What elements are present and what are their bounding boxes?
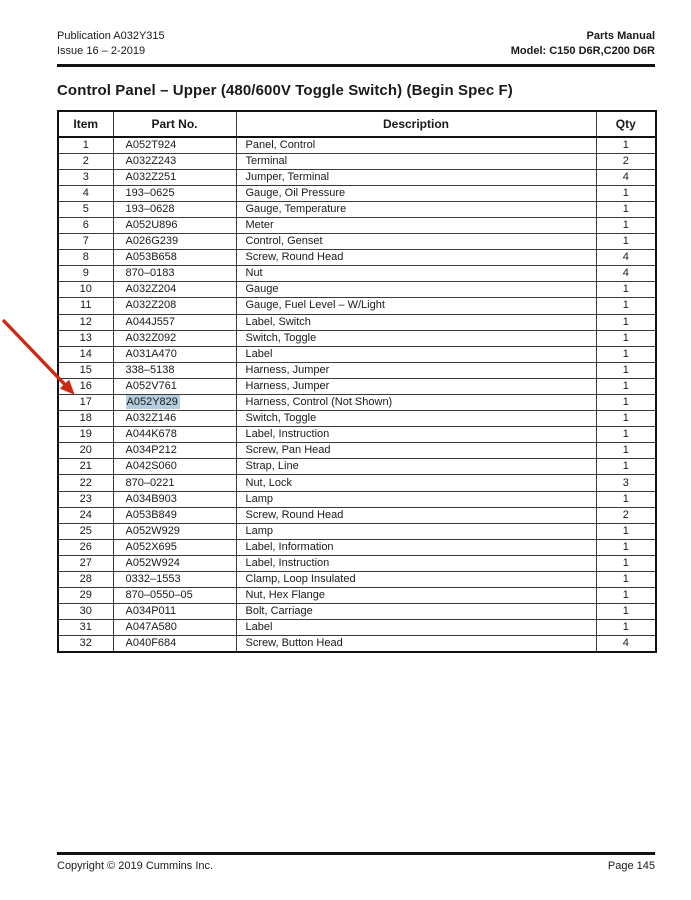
copyright-text: Copyright © 2019 Cummins Inc.: [57, 860, 214, 872]
header-right: [511, 29, 655, 59]
table-row: 26 A052X695 Label, Information 1: [58, 539, 656, 555]
header-left: [57, 29, 165, 59]
parts-table: [57, 110, 657, 653]
parts-table-header: [58, 111, 656, 137]
manual-type: Parts Manual: [586, 30, 655, 42]
table-row: 6 A052U896 Meter 1: [58, 217, 656, 233]
issue-line: Issue 16 – 2-2019: [57, 45, 146, 57]
table-row: 30 A034P011 Bolt, Carriage 1: [58, 604, 656, 620]
parts-table-body: [58, 137, 656, 652]
table-row: 3 A032Z251 Jumper, Terminal 4: [58, 169, 656, 185]
model-line: Model: C150 D6R,C200 D6R: [510, 45, 655, 57]
table-row: 12 A044J557 Label, Switch 1: [58, 314, 656, 330]
page-header: [57, 29, 655, 59]
table-row: 9 870–0183 Nut 4: [58, 266, 656, 282]
table-row: 11 A032Z208 Gauge, Fuel Level – W/Light 1: [58, 298, 656, 314]
table-row: 29 870–0550–05 Nut, Hex Flange 1: [58, 588, 656, 604]
header-rule: [57, 64, 655, 67]
table-row: 23 A034B903 Lamp 1: [58, 491, 656, 507]
table-row: 1 A052T924 Panel, Control 1: [58, 137, 656, 153]
table-row: 4 193–0625 Gauge, Oil Pressure 1: [58, 185, 656, 201]
table-row: 18 A032Z146 Switch, Toggle 1: [58, 411, 656, 427]
table-row: 2 A032Z243 Terminal 2: [58, 153, 656, 169]
footer-rule: [57, 852, 655, 855]
table-row: 27 A052W924 Label, Instruction 1: [58, 555, 656, 571]
table-row: 20 A034P212 Screw, Pan Head 1: [58, 443, 656, 459]
table-row: 22 870–0221 Nut, Lock 3: [58, 475, 656, 491]
table-row: 7 A026G239 Control, Genset 1: [58, 234, 656, 250]
table-row: 31 A047A580 Label 1: [58, 620, 656, 636]
column-header-description: Description: [236, 111, 596, 137]
table-row: 19 A044K678 Label, Instruction 1: [58, 427, 656, 443]
column-header-item: Item: [58, 111, 113, 137]
table-row: 16 A052V761 Harness, Jumper 1: [58, 378, 656, 394]
column-header-qty: Qty: [596, 111, 656, 137]
table-row: 15 338–5138 Harness, Jumper 1: [58, 362, 656, 378]
table-row: 13 A032Z092 Switch, Toggle 1: [58, 330, 656, 346]
page-footer: [57, 860, 655, 872]
table-row: 17 A052Y829 Harness, Control (Not Shown) 1: [58, 395, 656, 411]
table-row: 24 A053B849 Screw, Round Head 2: [58, 507, 656, 523]
page-number: Page 145: [607, 860, 655, 872]
table-row: 10 A032Z204 Gauge 1: [58, 282, 656, 298]
table-row: 25 A052W929 Lamp 1: [58, 523, 656, 539]
table-row: 14 A031A470 Label 1: [58, 346, 656, 362]
page-title: Control Panel – Upper (480/600V Toggle Switch) (Begin Spec F): [57, 82, 513, 99]
publication-number: Publication A032Y315: [57, 30, 165, 42]
table-row: 8 A053B658 Screw, Round Head 4: [58, 250, 656, 266]
table-row: 5 193–0628 Gauge, Temperature 1: [58, 201, 656, 217]
parts-table-container: [57, 110, 655, 653]
table-row: 28 0332–1553 Clamp, Loop Insulated 1: [58, 572, 656, 588]
table-row: 21 A042S060 Strap, Line 1: [58, 459, 656, 475]
table-row: 32 A040F684 Screw, Button Head 4: [58, 636, 656, 652]
highlighted-part-number: A052Y829: [126, 396, 178, 409]
column-header-part-no: Part No.: [113, 111, 236, 137]
